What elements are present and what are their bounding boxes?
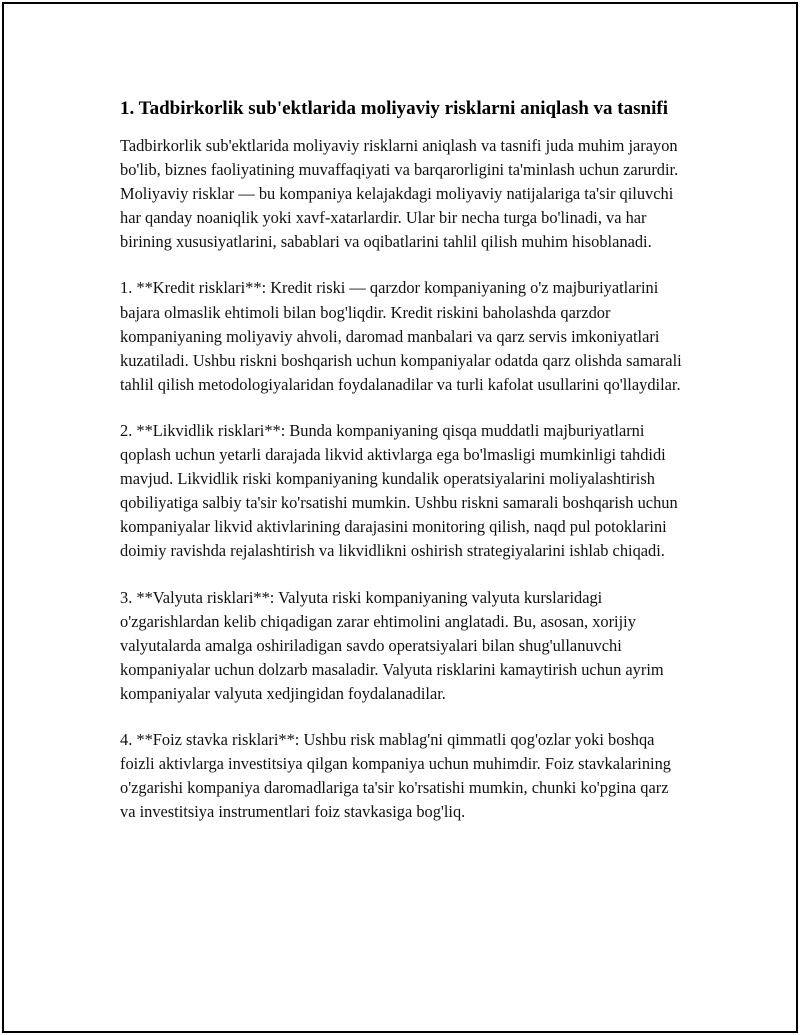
page-frame — [2, 2, 798, 1033]
intro-paragraph: Tadbirkorlik sub'ektlarida moliyaviy risklarni aniqlash va tasnifi juda muhim jarayon bo'lib, biznes faoliyatining muvaffaqiyati va barqarorligini ta'minlash uchun zarurdir. Moliyaviy risklar — bu kompaniya kelajakdagi moliyaviy natijalariga ta'sir qiluvchi har qanday noaniqlik yoki xavf-xatarlardir. Ular bir necha turga bo'linadi, va har birining xususiyatlarini, sabablari va oqibatlarini tahlil qilish muhim hisoblanadi. — [120, 136, 679, 252]
liquidity-risk-paragraph: 2. **Likvidlik risklari**: Bunda kompaniyaning qisqa muddatli majburiyatlarni qoplash uchun yetarli darajada likvid aktivlarga ega bo'lmasligi mumkinligi tahdidi mavjud. Likvidlik riski kompaniyaning kundalik operatsiyalarini moliyalashtirish qobiliyatiga salbiy ta'sir ko'rsatishi mumkin. Ushbu riskni samarali boshqarish uchun kompaniyalar likvid aktivlarining darajasini monitoring qilish, naqd pul potoklarini doimiy ravishda rejalashtirish va likvidlikni oshirish strategiyalarini ishlab chiqadi. — [120, 420, 678, 561]
section-heading: 1. Tadbirkorlik sub'ektlarida moliyaviy risklarni aniqlash va tasnifi — [120, 98, 668, 119]
credit-risk-paragraph: 1. **Kredit risklari**: Kredit riski — qarzdor kompaniyaning o'z majburiyatlarini bajara olmaslik ehtimoli bilan bog'liqdir. Kredit riskini baholashda qarzdor kompaniyaning moliyaviy ahvoli, daromad manbalari va qarz servis imkoniyatlari kuzatiladi. Ushbu riskni boshqarish uchun kompaniyalar odatda qarz olishda samarali tahlil qilish metodologiyalaridan foydalanadilar va turli kafolat usullarini qo'llaydilar. — [120, 278, 682, 394]
currency-risk-paragraph: 3. **Valyuta risklari**: Valyuta riski kompaniyaning valyuta kurslaridagi o'zgarishlardan kelib chiqadigan zarar ehtimolini anglatadi. Bu, asosan, xorijiy valyutalarda amalga oshiriladigan savdo operatsiyalari bilan shug'ullanuvchi kompaniyalar uchun dolzarb masaladir. Valyuta risklarini kamaytirish uchun ayrim kompaniyalar valyuta xedjingidan foydalanadilar. — [120, 587, 664, 703]
interest-rate-risk-paragraph: 4. **Foiz stavka risklari**: Ushbu risk mablag'ni qimmatli qog'ozlar yoki boshqa foizli aktivlarga investitsiya qilgan kompaniya uchun muhimdir. Foiz stavkalarining o'zgarishi kompaniya daromadlariga ta'sir ko'rsatishi mumkin, chunki ko'pgina qarz va investitsiya instrumentlari foiz stavkasiga bog'liq. — [120, 729, 671, 822]
document-body — [120, 96, 684, 846]
